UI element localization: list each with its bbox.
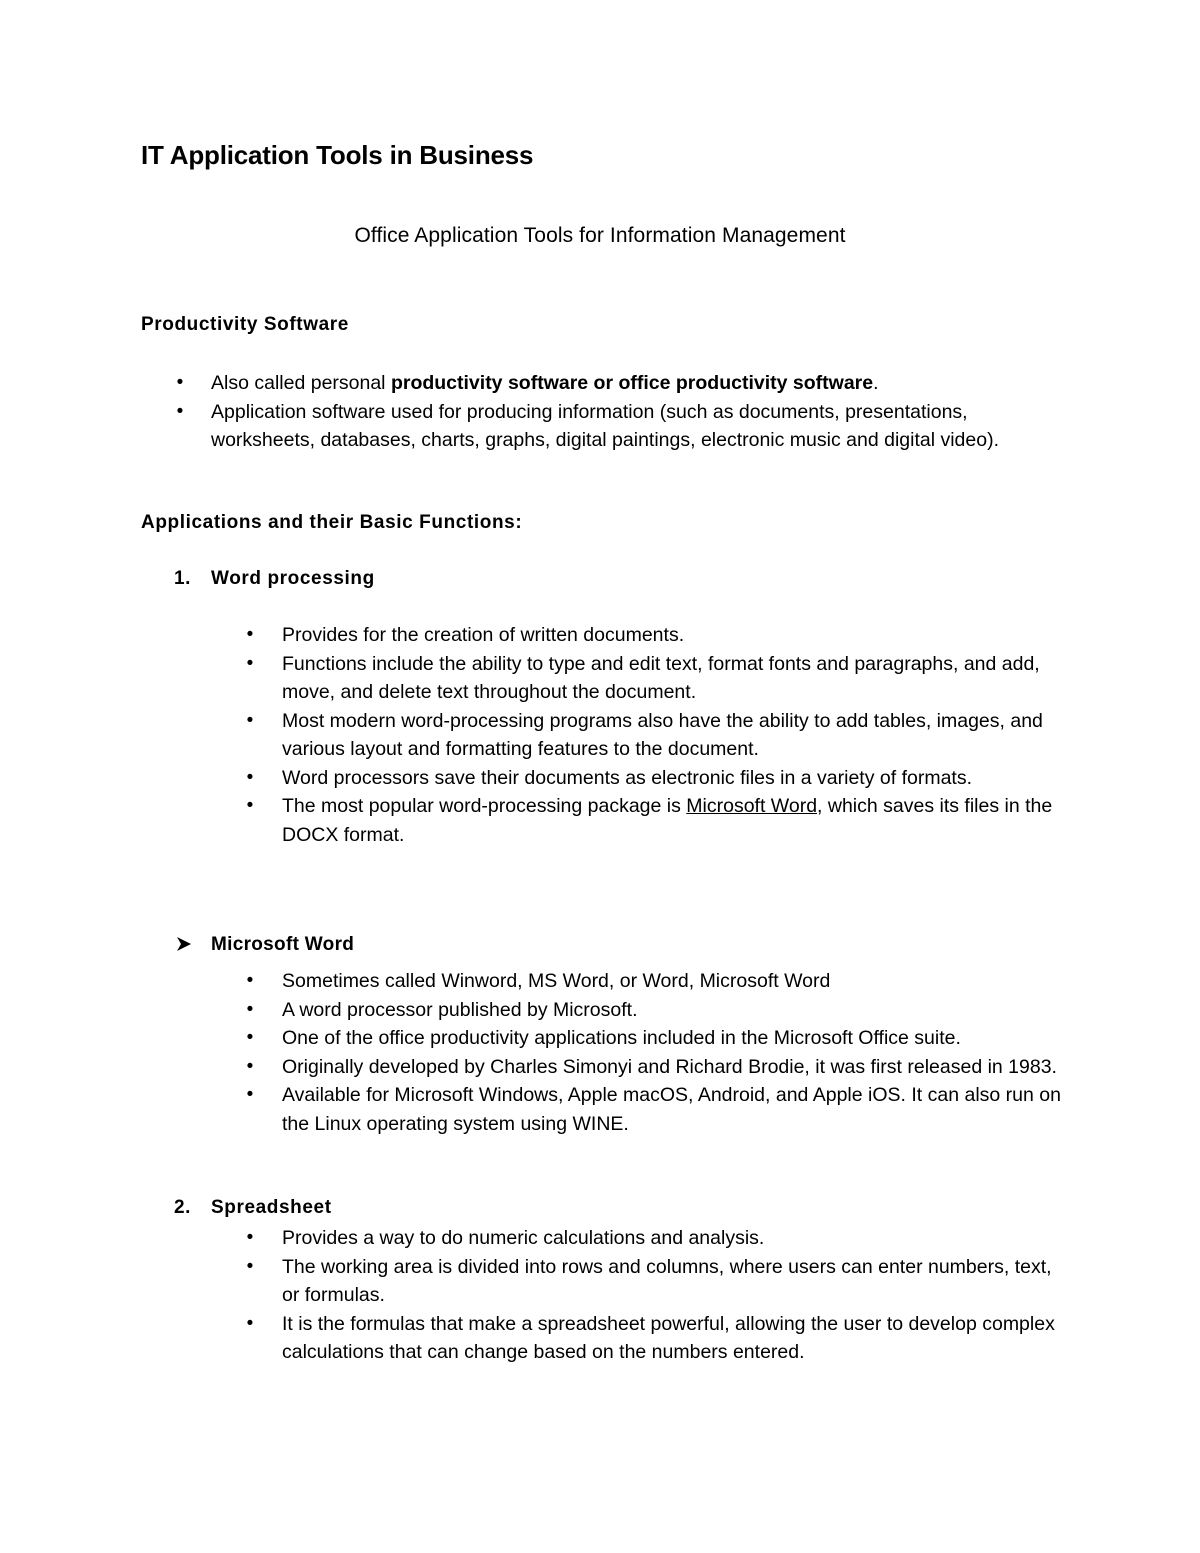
word-processing-heading	[174, 568, 375, 590]
spreadsheet-heading	[174, 1197, 332, 1219]
bullet-dot-icon: •	[246, 1227, 254, 1248]
bullet-dot-icon: •	[246, 1255, 254, 1277]
arrowhead-bullet-icon	[175, 935, 193, 953]
productivity-bullet-1-suffix: .	[873, 372, 879, 394]
list-item-text: It is the formulas that make a spreadsheet powerful, allowing the user to develop complex calculations that can change based on the numbers entered.	[282, 1312, 1055, 1363]
microsoft-word-title: Microsoft Word	[211, 934, 355, 955]
list-item-text: Word processors save their documents as electronic files in a variety of formats.	[282, 766, 973, 789]
bullet-dot-icon: •	[246, 795, 254, 816]
bullet-dot-icon: •	[246, 766, 254, 788]
bullet-dot-icon: •	[246, 1027, 254, 1048]
list-item	[246, 792, 1072, 849]
list-item-text: Functions include the ability to type and edit text, format fonts and paragraphs, and add, move, and delete text throughout the document.	[282, 652, 1040, 703]
bullet-dot-icon: •	[246, 1312, 254, 1334]
list-item-text: Provides for the creation of written documents.	[282, 624, 685, 646]
list-item	[176, 369, 1071, 398]
list-item-text: Provides a way to do numeric calculations and analysis.	[282, 1227, 765, 1249]
list-item	[246, 621, 1072, 650]
document-subtitle: Office Application Tools for Information Management	[354, 224, 846, 247]
list-item-text: One of the office productivity applications included in the Microsoft Office suite.	[282, 1027, 961, 1049]
spreadsheet-bullet-list	[246, 1224, 1072, 1367]
list-item	[246, 967, 1072, 996]
list-item	[246, 1024, 1072, 1053]
bullet-dot-icon: •	[176, 372, 184, 393]
word-processing-bullet-list	[246, 621, 1072, 849]
list-item-text: Originally developed by Charles Simonyi and Richard Brodie, it was first released in 1983.	[282, 1055, 1057, 1078]
spreadsheet-title: Spreadsheet	[211, 1197, 332, 1218]
microsoft-word-heading	[211, 934, 354, 956]
list-item-text: Most modern word-processing programs also have the ability to add tables, images, and various layout and formatting features to the document.	[282, 709, 1043, 760]
bullet-dot-icon: •	[246, 1055, 254, 1077]
productivity-heading: Productivity Software	[141, 314, 349, 335]
list-item-text: A word processor published by Microsoft.	[282, 998, 638, 1021]
bullet-dot-icon: •	[246, 624, 254, 645]
bullet-dot-icon: •	[246, 709, 254, 731]
list-item-text: The working area is divided into rows and columns, where users can enter numbers, text, or formulas.	[282, 1255, 1052, 1306]
list-item	[246, 764, 1072, 793]
productivity-bullet-1-prefix: Also called personal	[211, 372, 391, 394]
list-item	[246, 650, 1072, 707]
list-item-text: Sometimes called Winword, MS Word, or Word, Microsoft Word	[282, 970, 831, 992]
list-item	[246, 1224, 1072, 1253]
list-item	[176, 398, 1071, 455]
list-item	[246, 1081, 1072, 1138]
list-item-text-prefix: The most popular word-processing package is	[282, 795, 687, 817]
list-number: 2.	[174, 1197, 192, 1218]
document-title: IT Application Tools in Business	[141, 140, 534, 170]
word-processing-title: Word processing	[211, 568, 375, 589]
bullet-dot-icon: •	[246, 652, 254, 674]
productivity-bullet-list	[176, 369, 1071, 455]
productivity-bullet-2: Application software used for producing information (such as documents, presentations, worksheets, databases, charts, graphs, digital paintings, electronic music and digital video).	[211, 400, 999, 451]
list-item	[246, 1053, 1072, 1082]
bullet-dot-icon: •	[246, 970, 254, 991]
list-item	[246, 996, 1072, 1025]
list-item	[246, 707, 1072, 764]
applications-heading: Applications and their Basic Functions:	[141, 512, 523, 533]
list-item	[246, 1253, 1072, 1310]
list-item-text: Available for Microsoft Windows, Apple macOS, Android, and Apple iOS. It can also run on the Linux operating system using WINE.	[282, 1084, 1061, 1135]
bullet-dot-icon: •	[176, 400, 184, 422]
bullet-dot-icon: •	[246, 998, 254, 1020]
list-item-text-suffix: , which saves its files in the DOCX format.	[282, 795, 1053, 846]
microsoft-word-link[interactable]: Microsoft Word	[686, 795, 818, 817]
microsoft-word-bullet-list	[246, 967, 1072, 1138]
productivity-bullet-1-bold: productivity software or office productivity software	[390, 372, 874, 394]
list-number: 1.	[174, 568, 192, 589]
bullet-dot-icon: •	[246, 1084, 254, 1105]
list-item	[246, 1310, 1072, 1367]
